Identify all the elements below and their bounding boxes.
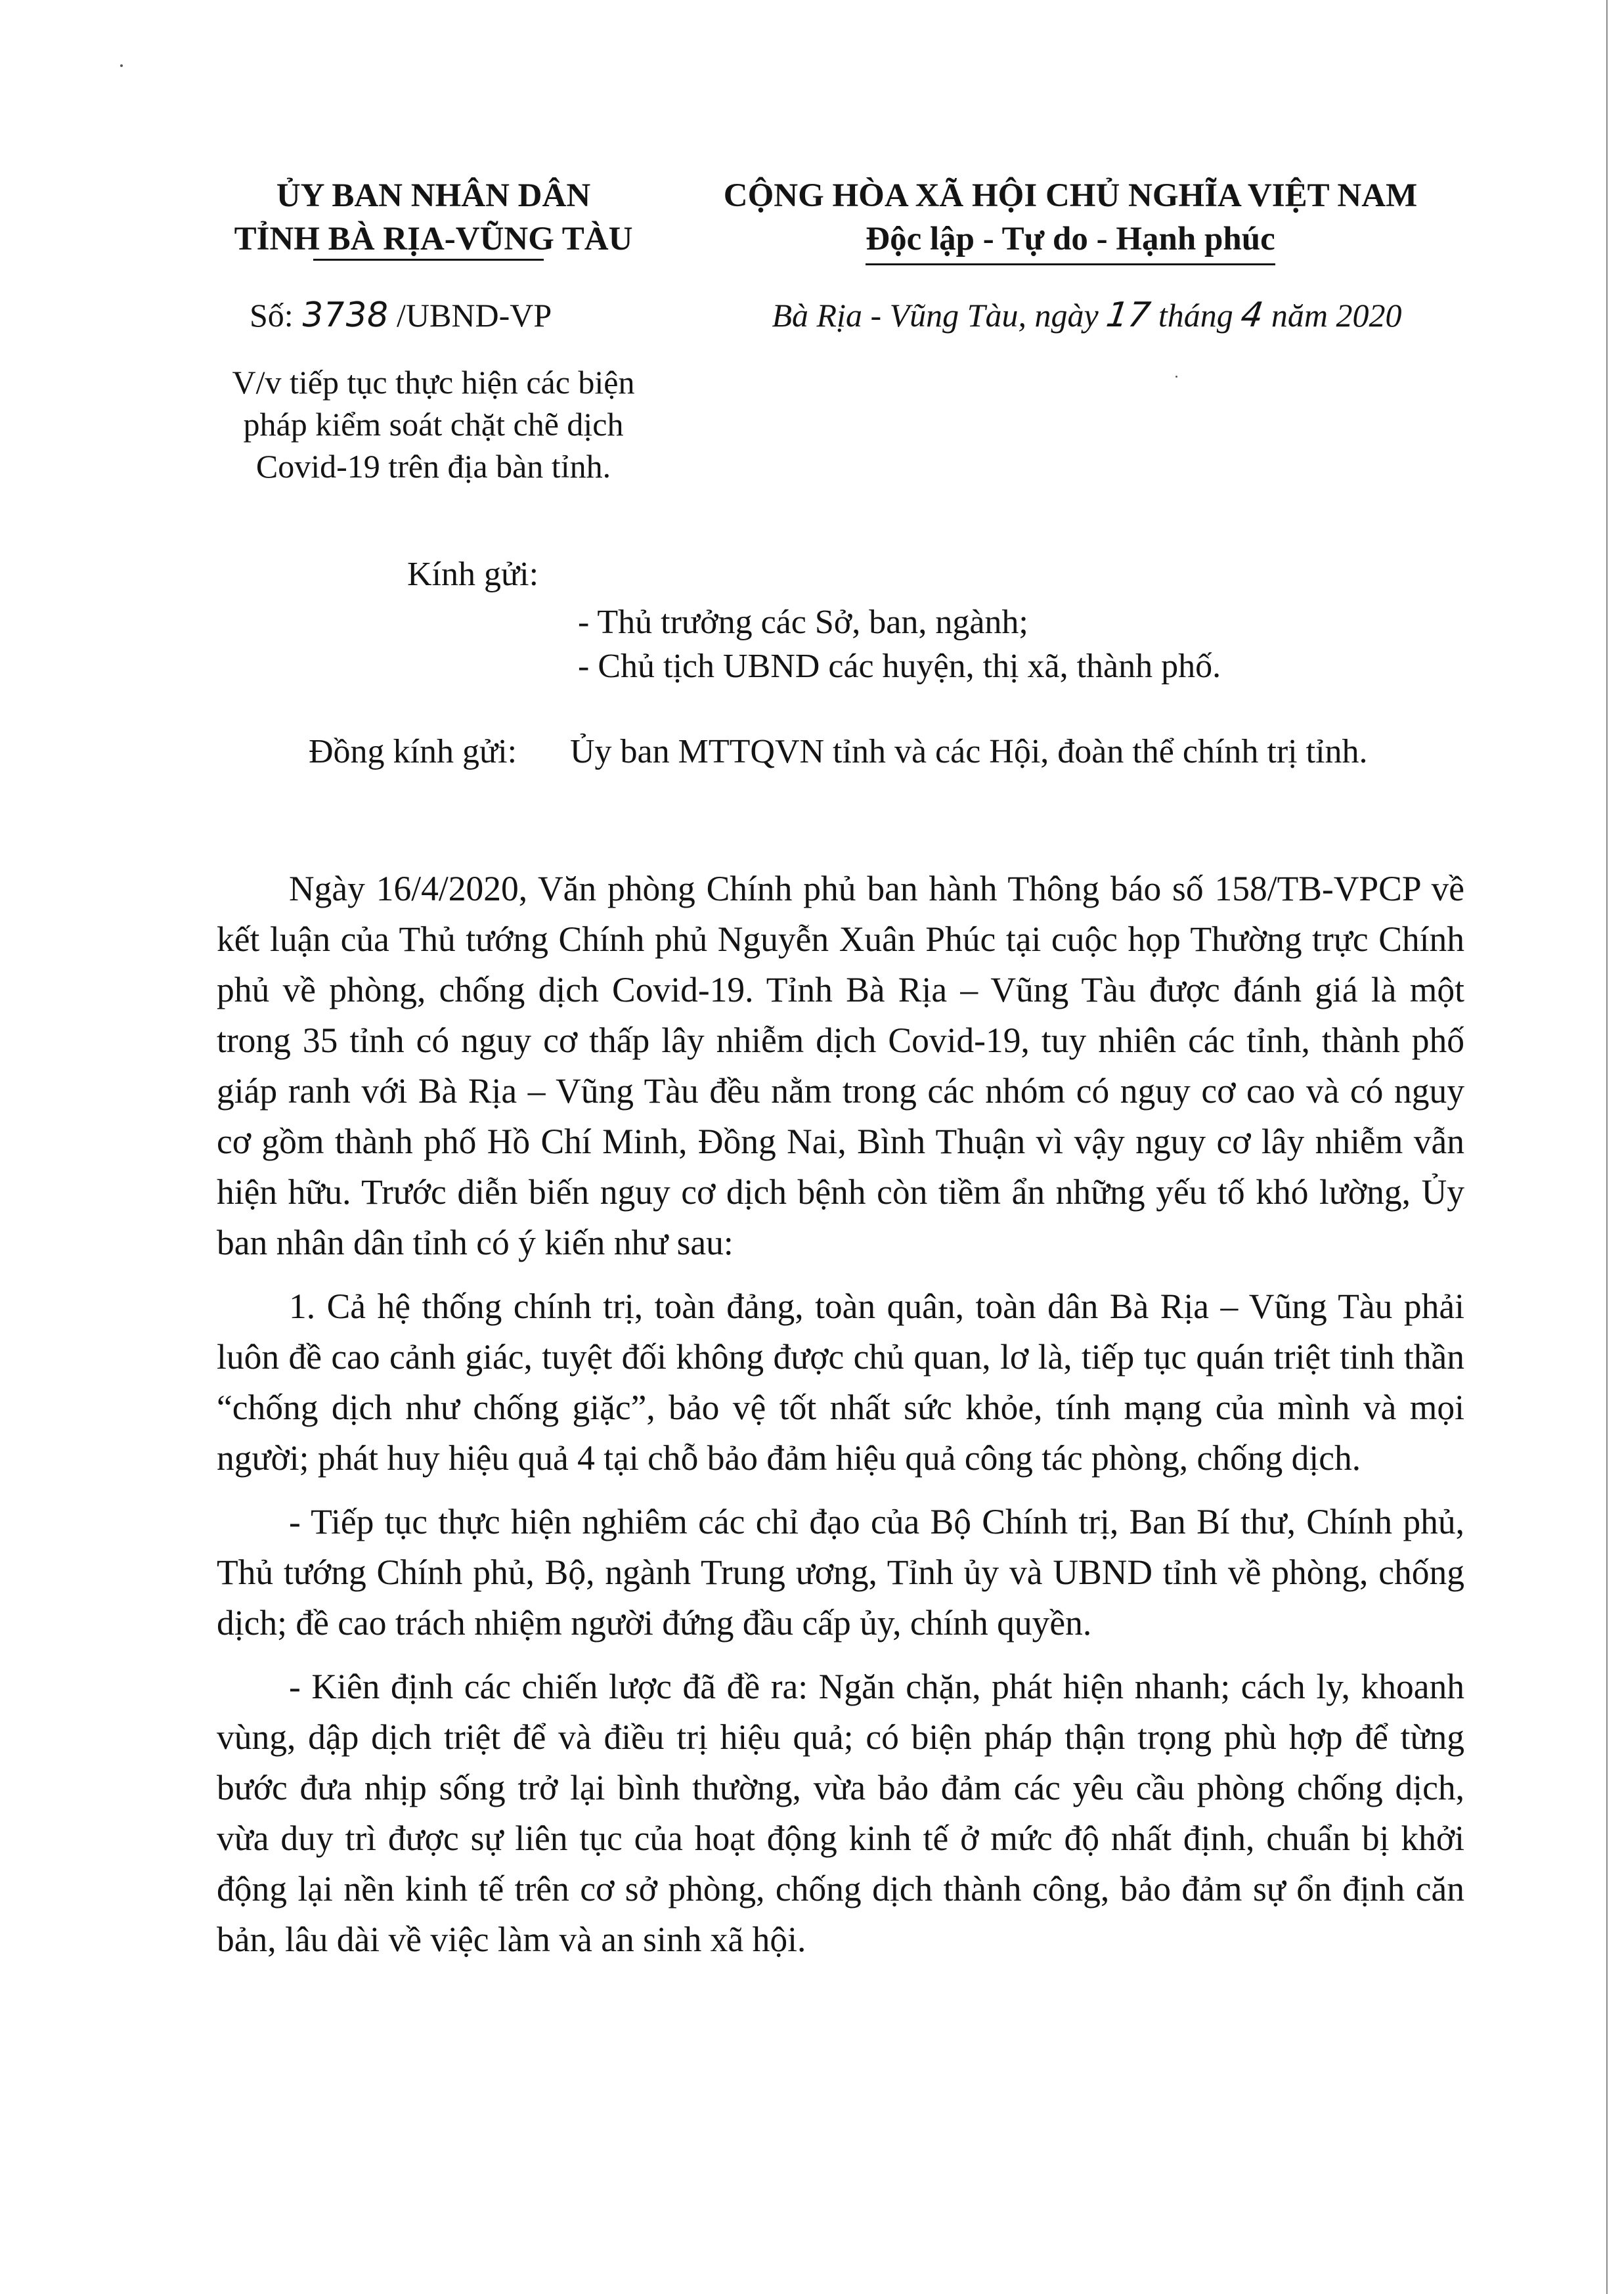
document-number-handwritten: 3738 xyxy=(298,296,391,335)
issuer-header xyxy=(190,174,676,261)
cc-value: Ủy ban MTTQVN tỉnh và các Hội, đoàn thể chính trị tỉnh. xyxy=(570,733,1368,770)
issue-date xyxy=(716,296,1458,335)
subject-line-2: pháp kiểm soát chặt chẽ dịch xyxy=(243,406,624,443)
national-title: CỘNG HÒA XÃ HỘI CHỦ NGHĨA VIỆT NAM xyxy=(723,177,1418,214)
document-number xyxy=(250,296,552,335)
document-body xyxy=(217,864,1464,1978)
subject-block xyxy=(190,361,676,487)
date-year: năm 2020 xyxy=(1271,297,1402,334)
document-number-suffix: /UBND-VP xyxy=(397,297,552,334)
recipient-item: - Chủ tịch UBND các huyện, thị xã, thành phố. xyxy=(578,648,1221,685)
date-month-label: tháng xyxy=(1158,297,1233,334)
body-paragraph: - Tiếp tục thực hiện nghiêm các chỉ đạo của Bộ Chính trị, Ban Bí thư, Chính phủ, Thủ tướng Chính phủ, Bộ, ngành Trung ương, Tỉnh ủy và UBND tỉnh về phòng, chống dịch; đề cao trách nhiệm người đứng đầu cấp ủy, chính quyền. xyxy=(217,1502,1464,1643)
body-paragraph: - Kiên định các chiến lược đã đề ra: Ngăn chặn, phát hiện nhanh; cách ly, khoanh vùng, dập dịch triệt để và điều trị hiệu quả; có biện pháp thận trọng phù hợp để từng bước đưa nhịp sống trở lại bình thường, vừa bảo đảm các yêu cầu phòng chống dịch, vừa duy trì được sự liên tục của hoạt động kinh tế ở mức độ nhất định, chuẩn bị khởi động lại nền kinh tế trên cơ sở phòng, chống dịch thành công, bảo đảm sự ổn định căn bản, lâu dài về việc làm và an sinh xã hội. xyxy=(217,1667,1464,1959)
issuer-line-1: ỦY BAN NHÂN DÂN xyxy=(276,177,591,214)
subject-line-1: V/v tiếp tục thực hiện các biện xyxy=(232,364,635,401)
recipient-item: - Thủ trưởng các Sở, ban, ngành; xyxy=(578,604,1028,641)
recipients-label: Kính gửi: xyxy=(407,556,539,593)
scan-speck xyxy=(1175,376,1177,378)
body-paragraph: Ngày 16/4/2020, Văn phòng Chính phủ ban hành Thông báo số 158/TB-VPCP về kết luận của Thủ tướng Chính phủ Nguyễn Xuân Phúc tại cuộc họp Thường trực Chính phủ về phòng, chống dịch Covid-19. Tỉnh Bà Rịa – Vũng Tàu được đánh giá là một trong 35 tỉnh có nguy cơ thấp lây nhiễm dịch Covid-19, tuy nhiên các tỉnh, thành phố giáp ranh với Bà Rịa – Vũng Tàu đều nằm trong các nhóm có nguy cơ cao và có nguy cơ gồm thành phố Hồ Chí Minh, Đồng Nai, Bình Thuận vì vậy nguy cơ lây nhiễm vẫn hiện hữu. Trước diễn biến nguy cơ dịch bệnh còn tiềm ẩn những yếu tố khó lường, Ủy ban nhân dân tỉnh có ý kiến như sau: xyxy=(217,869,1464,1262)
scan-speck xyxy=(120,64,123,67)
document-number-prefix: Số: xyxy=(250,297,294,334)
national-motto: Độc lập - Tự do - Hạnh phúc xyxy=(866,217,1275,265)
date-month-handwritten: 4 xyxy=(1239,296,1266,335)
body-paragraph: 1. Cả hệ thống chính trị, toàn đảng, toàn quân, toàn dân Bà Rịa – Vũng Tàu phải luôn đề cao cảnh giác, tuyệt đối không được chủ quan, lơ là, tiếp tục quán triệt tinh thần “chống dịch như chống giặc”, bảo vệ tốt nhất sức khỏe, tính mạng của mình và mọi người; phát huy hiệu quả 4 tại chỗ bảo đảm hiệu quả công tác phòng, chống dịch. xyxy=(217,1287,1464,1478)
issuer-line-2: TỈNH BÀ RỊA-VŨNG TÀU xyxy=(234,217,633,261)
date-place-day-label: Bà Rịa - Vũng Tàu, ngày xyxy=(772,297,1099,334)
subject-line-3: Covid-19 trên địa bàn tỉnh. xyxy=(255,448,611,485)
cc-label: Đồng kính gửi: xyxy=(309,733,517,770)
national-header xyxy=(683,174,1458,265)
scan-edge-line xyxy=(1606,0,1608,2294)
date-day-handwritten: 17 xyxy=(1103,296,1153,335)
